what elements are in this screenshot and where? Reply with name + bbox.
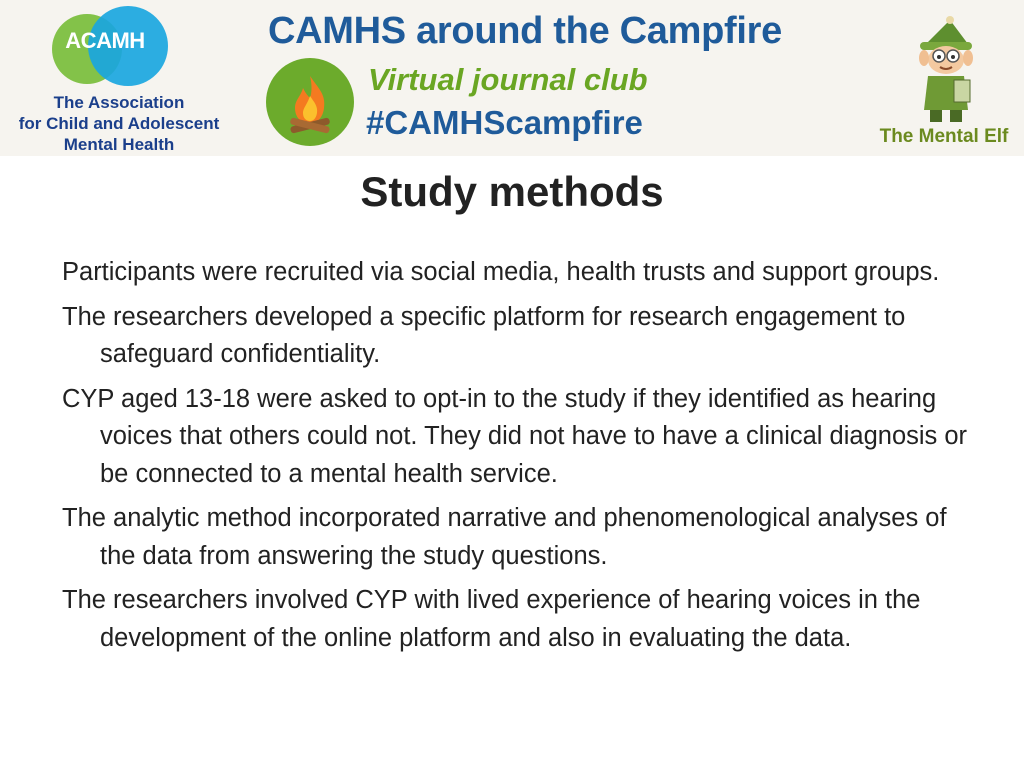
campfire-subtitle: Virtual journal club	[368, 62, 648, 97]
mental-elf-name: The Mental Elf	[879, 126, 1009, 147]
campfire-hashtag: #CAMHScampfire	[366, 104, 643, 141]
mental-elf-icon	[906, 16, 986, 124]
association-name-line: Mental Health	[63, 135, 175, 154]
header-banner	[0, 0, 1024, 156]
association-name-line: The Association	[53, 93, 185, 112]
association-name	[4, 92, 234, 155]
association-name-line: for Child and Adolescent	[18, 114, 220, 133]
slide-title: Study methods	[360, 168, 664, 215]
bullet-item: The researchers involved CYP with lived experience of hearing voices in the development of the online platform and also in evaluating the data.	[62, 586, 921, 652]
bullet-item: Participants were recruited via social media, health trusts and support groups.	[62, 258, 940, 286]
acamh-logo-text: ACAMH	[65, 28, 145, 53]
bullet-list	[62, 254, 982, 664]
bullet-item: CYP aged 13-18 were asked to opt-in to the study if they identified as hearing voices that others could not. They did not have to have a clinical diagnosis or be connected to a mental health service.	[62, 384, 968, 488]
bullet-item: The researchers developed a specific platform for research engagement to safeguard confidentiality.	[62, 302, 906, 368]
bullet-item: The analytic method incorporated narrative and phenomenological analyses of the data from answering the study questions.	[62, 504, 947, 570]
campfire-title: CAMHS around the Campfire	[268, 10, 782, 52]
campfire-icon	[266, 58, 354, 146]
